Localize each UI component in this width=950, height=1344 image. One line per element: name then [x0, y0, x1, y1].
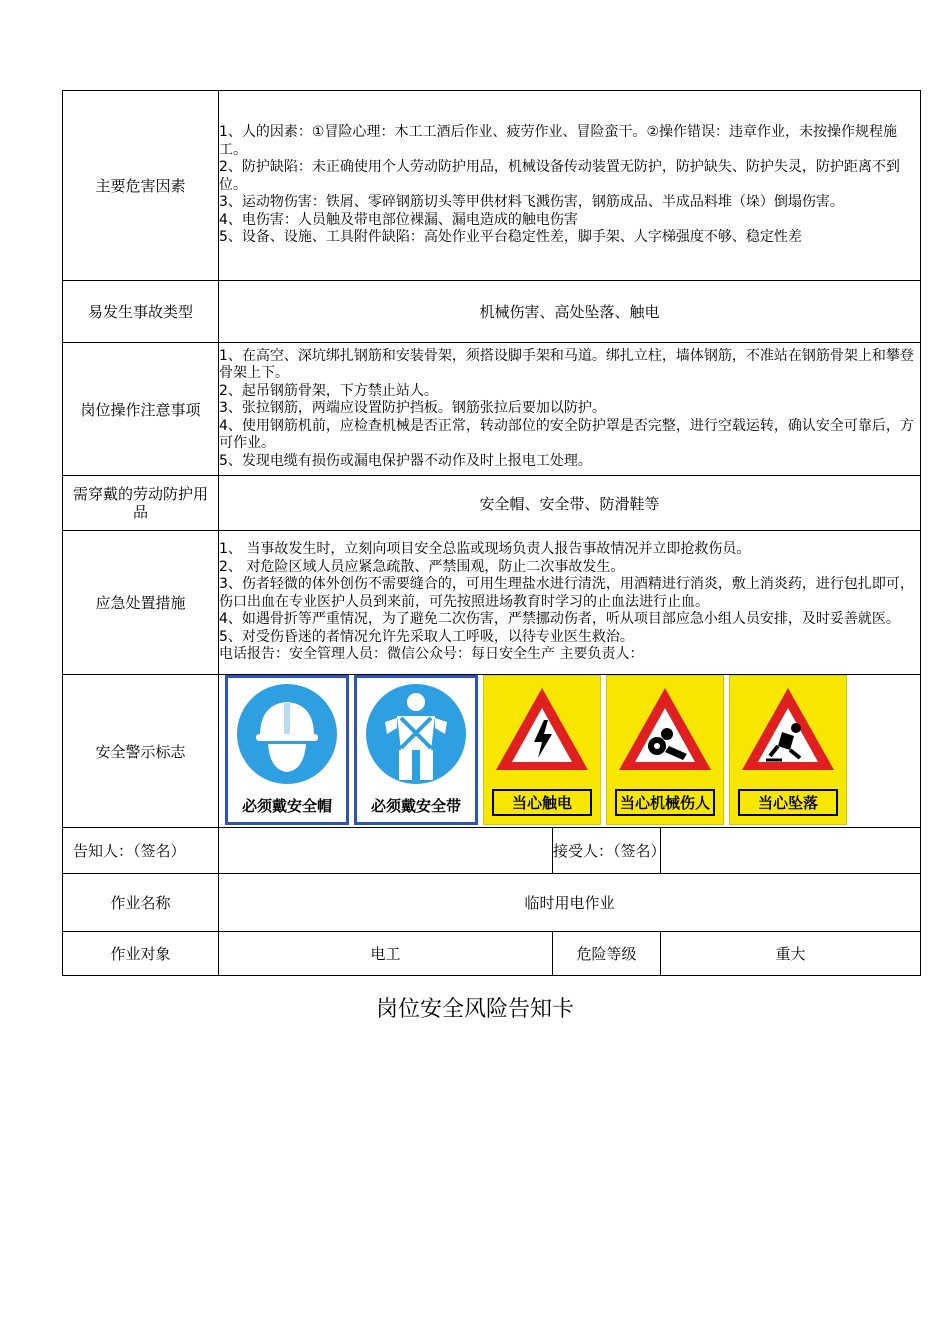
operation-line: 1、在高空、深坑绑扎钢筋和安装骨架，须搭设脚手架和马道。绑扎立柱，墙体钢筋，不准站在钢筋骨架上和攀登骨架上下。: [219, 347, 914, 382]
page-title: 岗位安全风险告知卡: [375, 997, 574, 1022]
safety-harness-caption: 必须戴安全带: [370, 797, 461, 815]
accidents-value: 机械伤害、高处坠落、触电: [219, 281, 921, 343]
hard-hat-icon: [228, 678, 346, 788]
job-name-label: 作业名称: [63, 874, 219, 932]
fall-warning-icon: [730, 676, 846, 784]
notifier-label: 告知人：（签名）: [63, 828, 219, 874]
electric-shock-warning-icon: [484, 676, 600, 784]
accidents-row: [63, 281, 921, 343]
hazards-line: 2、防护缺陷：未正确使用个人劳动防护用品，机械设备传动装置无防护，防护缺失、防护失灵，防护距离不到位。: [219, 159, 900, 193]
hazards-content: [219, 91, 921, 281]
hazards-line: 5、设备、设施、工具附件缺陷：高处作业平台稳定性差，脚手架、人字梯强度不够、稳定性差: [219, 229, 802, 246]
hard-hat-sign: [225, 675, 349, 825]
emergency-row: [63, 531, 921, 675]
operation-content: [219, 343, 921, 476]
signs-label: 安全警示标志: [63, 675, 219, 828]
sign-off-row: [63, 828, 921, 874]
job-target-value: 电工: [219, 932, 553, 976]
hazards-label: 主要危害因素: [63, 91, 219, 281]
job-name-row: [63, 874, 921, 932]
operation-line: 4、使用钢筋机前，应检查机械是否正常，转动部位的安全防护罩是否完整，进行空载运转，确认安全可靠后，方可作业。: [219, 417, 914, 452]
risk-level-value: 重大: [661, 932, 921, 976]
signs-row: [63, 675, 921, 828]
ppe-label: 需穿戴的劳动防护用品: [63, 476, 219, 531]
operation-label: 岗位操作注意事项: [63, 343, 219, 476]
safety-harness-sign: [354, 675, 478, 825]
emergency-line: 3、伤者轻微的体外创伤不需要缝合的，可用生理盐水进行清洗，用酒精进行消炎，敷上消炎药，进行包扎即可，伤口出血在专业医护人员到来前，可先按照进场教育时学习的止血法进行止血。: [219, 576, 914, 610]
safety-harness-icon: [357, 678, 475, 788]
notifier-signature-field[interactable]: [219, 828, 553, 874]
emergency-line: 5、对受伤昏迷的者情况允许先采取人工呼吸，以待专业医生救治。: [219, 628, 634, 645]
signs-strip: [219, 675, 920, 825]
emergency-label: 应急处置措施: [63, 531, 219, 675]
ppe-value: 安全帽、安全带、防滑鞋等: [219, 476, 921, 531]
operation-row: [63, 343, 921, 476]
machine-injury-caption: 当心机械伤人: [615, 789, 715, 816]
job-target-row: [63, 932, 921, 976]
emergency-contact-line: 电话报告：安全管理人员：微信公众号：每日安全生产 主要负责人：: [219, 646, 644, 663]
receiver-label: 接受人：（签名）: [553, 828, 661, 874]
accidents-label: 易发生事故类型: [63, 281, 219, 343]
emergency-line: 1、 当事故发生时，立刻向项目安全总监或现场负责人报告事故情况并立即抢救伤员。: [219, 541, 751, 558]
electric-shock-sign: [483, 675, 601, 825]
job-name-value: 临时用电作业: [219, 874, 921, 932]
machine-injury-warning-icon: [607, 676, 723, 784]
hazards-line: 4、电伤害：人员触及带电部位裸漏、漏电造成的触电伤害: [219, 211, 578, 228]
hard-hat-caption: 必须戴安全帽: [241, 797, 332, 815]
operation-line: 5、发现电缆有损伤或漏电保护器不动作及时上报电工处理。: [219, 452, 592, 469]
fall-warning-sign: [729, 675, 847, 825]
emergency-content: [219, 531, 921, 675]
job-target-label: 作业对象: [63, 932, 219, 976]
electric-shock-caption: 当心触电: [492, 789, 592, 816]
signs-cell: [219, 675, 921, 828]
operation-line: 2、起吊钢筋骨架，下方禁止站人。: [219, 382, 438, 399]
risk-level-label: 危险等级: [553, 932, 661, 976]
operation-line: 3、张拉钢筋，两端应设置防护挡板。钢筋张拉后要加以防护。: [219, 400, 606, 417]
risk-notice-table: [62, 90, 921, 976]
hazards-line: 3、运动物伤害：铁屑、零碎钢筋切头等甲供材料飞溅伤害，钢筋成品、半成品料堆（垛）倒塌伤害。: [219, 194, 844, 211]
receiver-signature-field[interactable]: [661, 828, 921, 874]
machine-injury-sign: [606, 675, 724, 825]
emergency-line: 2、 对危险区域人员应紧急疏散、严禁围观，防止二次事故发生。: [219, 558, 625, 575]
ppe-row: [63, 476, 921, 531]
hazards-line: 1、人的因素：①冒险心理：木工工酒后作业、疲劳作业、冒险蛮干。②操作错误：违章作业，未按操作规程施工。: [219, 124, 898, 158]
fall-warning-caption: 当心坠落: [738, 789, 838, 816]
hazards-row: [63, 91, 921, 281]
emergency-line: 4、如遇骨折等严重情况，为了避免二次伤害，严禁挪动伤者，听从项目部应急小组人员安排，及时妥善就医。: [219, 611, 900, 628]
